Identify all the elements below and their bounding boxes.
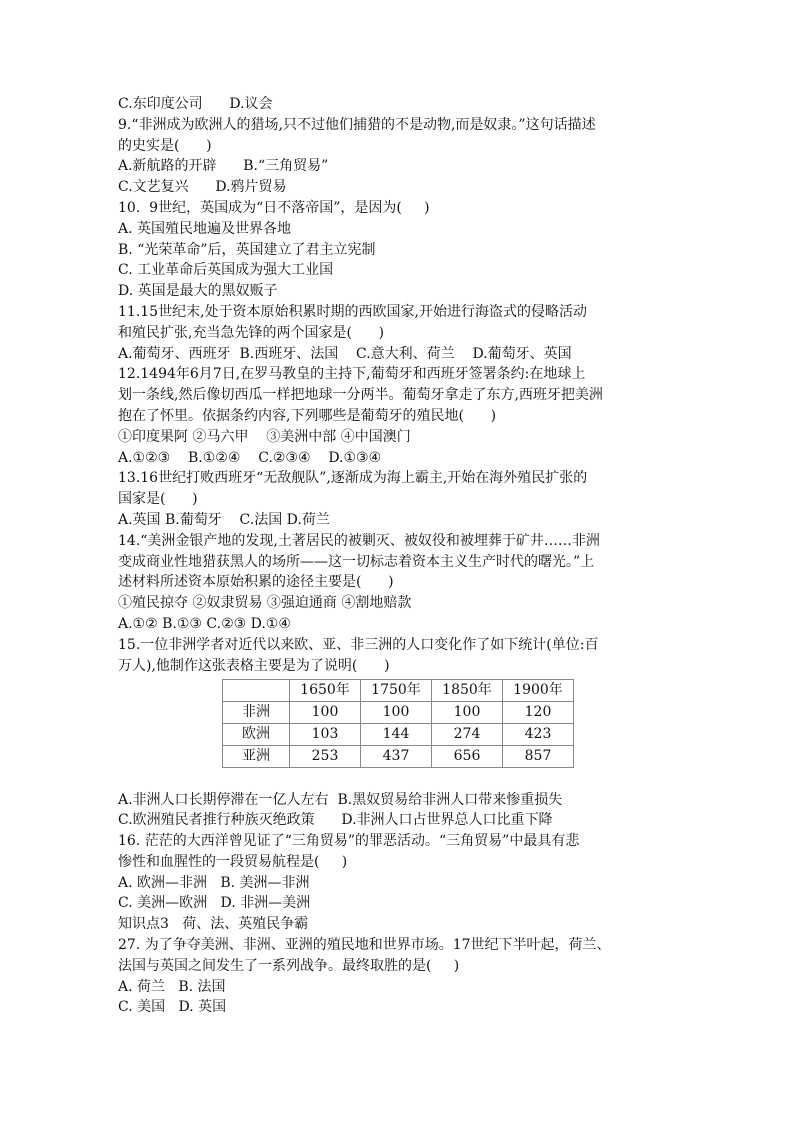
table-cell: 100	[290, 702, 361, 724]
document-page	[118, 94, 678, 1018]
text-line: A. 欧洲—非洲 B. 美洲—非洲	[118, 874, 310, 891]
text-line: A.葡萄牙、西班牙 B.西班牙、法国 C.意大利、荷兰 D.葡萄牙、英国	[118, 345, 572, 362]
questions-9-to-15	[118, 94, 678, 676]
table-cell: 656	[432, 745, 503, 767]
text-line: B. “光荣革命”后，英国建立了君主立宪制	[118, 241, 376, 258]
table-row	[223, 702, 574, 724]
text-line: 抱在了怀里。依据条约内容,下列哪些是葡萄牙的殖民地( )	[118, 407, 497, 424]
table-cell: 274	[432, 723, 503, 745]
text-line: A.新航路的开辟 B.“三角贸易”	[118, 158, 329, 175]
population-table	[222, 679, 574, 767]
text-line: 法国与英国之间发生了一系列战争。最终取胜的是( )	[118, 957, 460, 974]
text-line: 10. 9世纪，英国成为“日不落帝国”，是因为( )	[118, 199, 430, 216]
text-line: A.非洲人口长期停滞在一亿人左右 B.黑奴贸易给非洲人口带来惨重损失	[118, 791, 563, 808]
text-line: 11.15世纪末,处于资本原始积累时期的西欧国家,开始进行海盗式的侵略活动	[118, 303, 587, 320]
text-line: A.①②③ B.①②④ C.②③④ D.①③④	[118, 449, 382, 466]
table-cell: 欧洲	[223, 723, 290, 745]
table-header-cell: 1850年	[432, 680, 503, 702]
table-header-cell: 1750年	[361, 680, 432, 702]
text-line: 16. 茫茫的大西洋曾见证了“三角贸易”的罪恶活动。“三角贸易”中最具有悲	[118, 833, 580, 850]
text-line: 和殖民扩张,充当急先锋的两个国家是( )	[118, 324, 385, 341]
table-cell: 非洲	[223, 702, 290, 724]
text-line: ①殖民掠夺 ②奴隶贸易 ③强迫通商 ④割地赔款	[118, 595, 412, 612]
text-line: ①印度果阿 ②马六甲 ③美洲中部 ④中国澳门	[118, 428, 411, 445]
table-header-cell: 1900年	[503, 680, 574, 702]
text-line: C. 美国 D. 英国	[118, 999, 227, 1016]
table-cell: 120	[503, 702, 574, 724]
table-header-row	[223, 680, 574, 702]
table-cell: 423	[503, 723, 574, 745]
questions-15-options-to-27	[118, 790, 678, 1019]
table-cell: 857	[503, 745, 574, 767]
table-cell: 253	[290, 745, 361, 767]
text-line: C. 美洲—欧洲 D. 非洲—美洲	[118, 895, 311, 912]
text-line: C. 工业革命后英国成为强大工业国	[118, 262, 334, 279]
text-line: A.英国 B.葡萄牙 C.法国 D.荷兰	[118, 511, 330, 528]
text-line: A.①② B.①③ C.②③ D.①④	[118, 615, 291, 632]
text-line: C.东印度公司 D.议会	[118, 96, 273, 112]
text-line: 国家是( )	[118, 491, 198, 508]
text-line: A. 荷兰 B. 法国	[118, 978, 226, 995]
table-header-cell	[223, 680, 290, 702]
spacer	[118, 768, 678, 790]
table-row	[223, 723, 574, 745]
table-cell: 亚洲	[223, 745, 290, 767]
table-cell: 437	[361, 745, 432, 767]
text-line: 的史实是( )	[118, 137, 212, 154]
table-cell: 144	[361, 723, 432, 745]
text-line: C.文艺复兴 D.鸦片贸易	[118, 179, 287, 196]
text-line: 惨性和血腥性的一段贸易航程是( )	[118, 853, 348, 870]
text-line: 13.16世纪打败西班牙“无敌舰队”,逐渐成为海上霸主,开始在海外殖民扩张的	[118, 470, 588, 487]
text-line: 15.一位非洲学者对近代以来欧、亚、非三洲的人口变化作了如下统计(单位:百	[118, 636, 599, 653]
table-cell: 103	[290, 723, 361, 745]
text-line: A. 英国殖民地遍及世界各地	[118, 220, 292, 237]
text-line: 划一条线,然后像切西瓜一样把地球一分两半。葡萄牙拿走了东方,西班牙把美洲	[118, 387, 603, 404]
table-cell: 100	[361, 702, 432, 724]
text-line: 14.“美洲金银产地的发现,土著居民的被剿灭、被奴役和被埋葬于矿井……非洲	[118, 532, 600, 549]
text-line: 述材料所述资本原始积累的途径主要是( )	[118, 574, 394, 591]
text-line: 12.1494年6月7日,在罗马教皇的主持下,葡萄牙和西班牙签署条约:在地球上	[118, 366, 586, 383]
text-line: 9.“非洲成为欧洲人的猎场,只不过他们捕猎的不是动物,而是奴隶。”这句话描述	[118, 116, 596, 133]
text-line: C.欧洲殖民者推行种族灭绝政策 D.非洲人口占世界总人口比重下降	[118, 812, 553, 829]
table-row	[223, 745, 574, 767]
text-line: 变成商业性地猎获黑人的场所——这一切标志着资本主义生产时代的曙光。”上	[118, 553, 595, 570]
text-line: 27. 为了争夺美洲、非洲、亚洲的殖民地和世界市场。17世纪下半叶起，荷兰、	[118, 937, 611, 954]
table-cell: 100	[432, 702, 503, 724]
table-header-cell: 1650年	[290, 680, 361, 702]
text-line: 知识点3 荷、法、英殖民争霸	[118, 916, 309, 933]
text-line: D. 英国是最大的黑奴贩子	[118, 283, 278, 300]
text-line: 万人),他制作这张表格主要是为了说明( )	[118, 657, 390, 674]
